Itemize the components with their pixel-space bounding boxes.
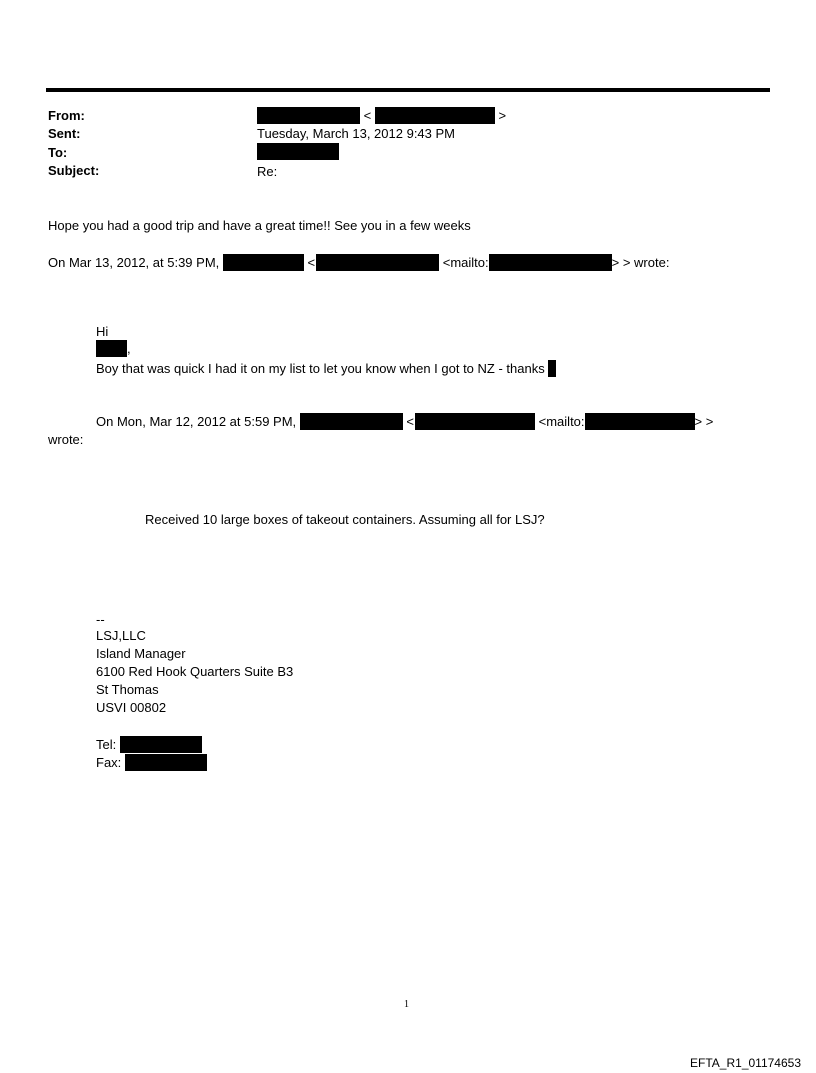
quote-2-mailto: <mailto:: [538, 414, 585, 429]
boy-line-text: Boy that was quick I had it on my list to let you know when I got to NZ - thanks: [96, 361, 545, 376]
quote-1-suffix: > > wrote:: [611, 255, 670, 270]
signature-title: Island Manager: [96, 646, 186, 661]
header-rule: [46, 88, 770, 92]
quote-2-suffix: > >: [694, 414, 714, 429]
fax-label: Fax:: [96, 755, 122, 770]
from-label: From:: [48, 108, 85, 123]
redaction-block: [415, 413, 535, 430]
quote-header-2: [96, 413, 713, 430]
quote-header-1: [48, 254, 669, 271]
document-id: EFTA_R1_01174653: [690, 1056, 801, 1070]
reply-line: Hope you had a good trip and have a great time!! See you in a few weeks: [48, 218, 471, 233]
redaction-block: [125, 754, 207, 771]
subject-label: Subject:: [48, 163, 100, 178]
to-value: [257, 143, 339, 160]
redaction-block: [375, 107, 495, 124]
redaction-block: [96, 340, 127, 357]
redaction-block: [489, 254, 612, 271]
redaction-block: [300, 413, 403, 430]
quote-2-lt: <: [406, 414, 415, 429]
quote-1-lt: <: [307, 255, 316, 270]
subject-value: Re:: [257, 164, 278, 179]
signature-address: 6100 Red Hook Quarters Suite B3: [96, 664, 294, 679]
greeting-name: [96, 340, 131, 357]
signature-dashes: --: [96, 612, 105, 627]
to-label: To:: [48, 145, 68, 160]
from-gt: >: [498, 108, 507, 123]
quote-2-wrote: wrote:: [48, 432, 84, 447]
signature-tel: [96, 736, 202, 753]
quote-1-prefix: On Mar 13, 2012, at 5:39 PM,: [48, 255, 220, 270]
signature-fax: [96, 754, 207, 771]
page-number: 1: [404, 999, 409, 1010]
greeting: Hi: [96, 324, 109, 339]
redaction-block: [120, 736, 202, 753]
redaction-block: [585, 413, 695, 430]
signature-company: LSJ,LLC: [96, 628, 146, 643]
sent-label: Sent:: [48, 126, 81, 141]
from-value: [257, 107, 506, 124]
redaction-block: [257, 143, 339, 160]
from-lt: <: [363, 108, 372, 123]
signature-city: St Thomas: [96, 682, 159, 697]
boy-line: [96, 360, 556, 377]
quote-1-mailto: <mailto:: [442, 255, 489, 270]
tel-label: Tel:: [96, 737, 117, 752]
redaction-block: [548, 360, 556, 377]
signature-postal: USVI 00802: [96, 700, 167, 715]
quote-2-prefix: On Mon, Mar 12, 2012 at 5:59 PM,: [96, 414, 297, 429]
redaction-block: [316, 254, 439, 271]
redaction-block: [223, 254, 304, 271]
received-line: Received 10 large boxes of takeout containers. Assuming all for LSJ?: [145, 512, 545, 527]
sent-value: Tuesday, March 13, 2012 9:43 PM: [257, 126, 455, 141]
greeting-comma: ,: [127, 341, 131, 356]
redaction-block: [257, 107, 360, 124]
